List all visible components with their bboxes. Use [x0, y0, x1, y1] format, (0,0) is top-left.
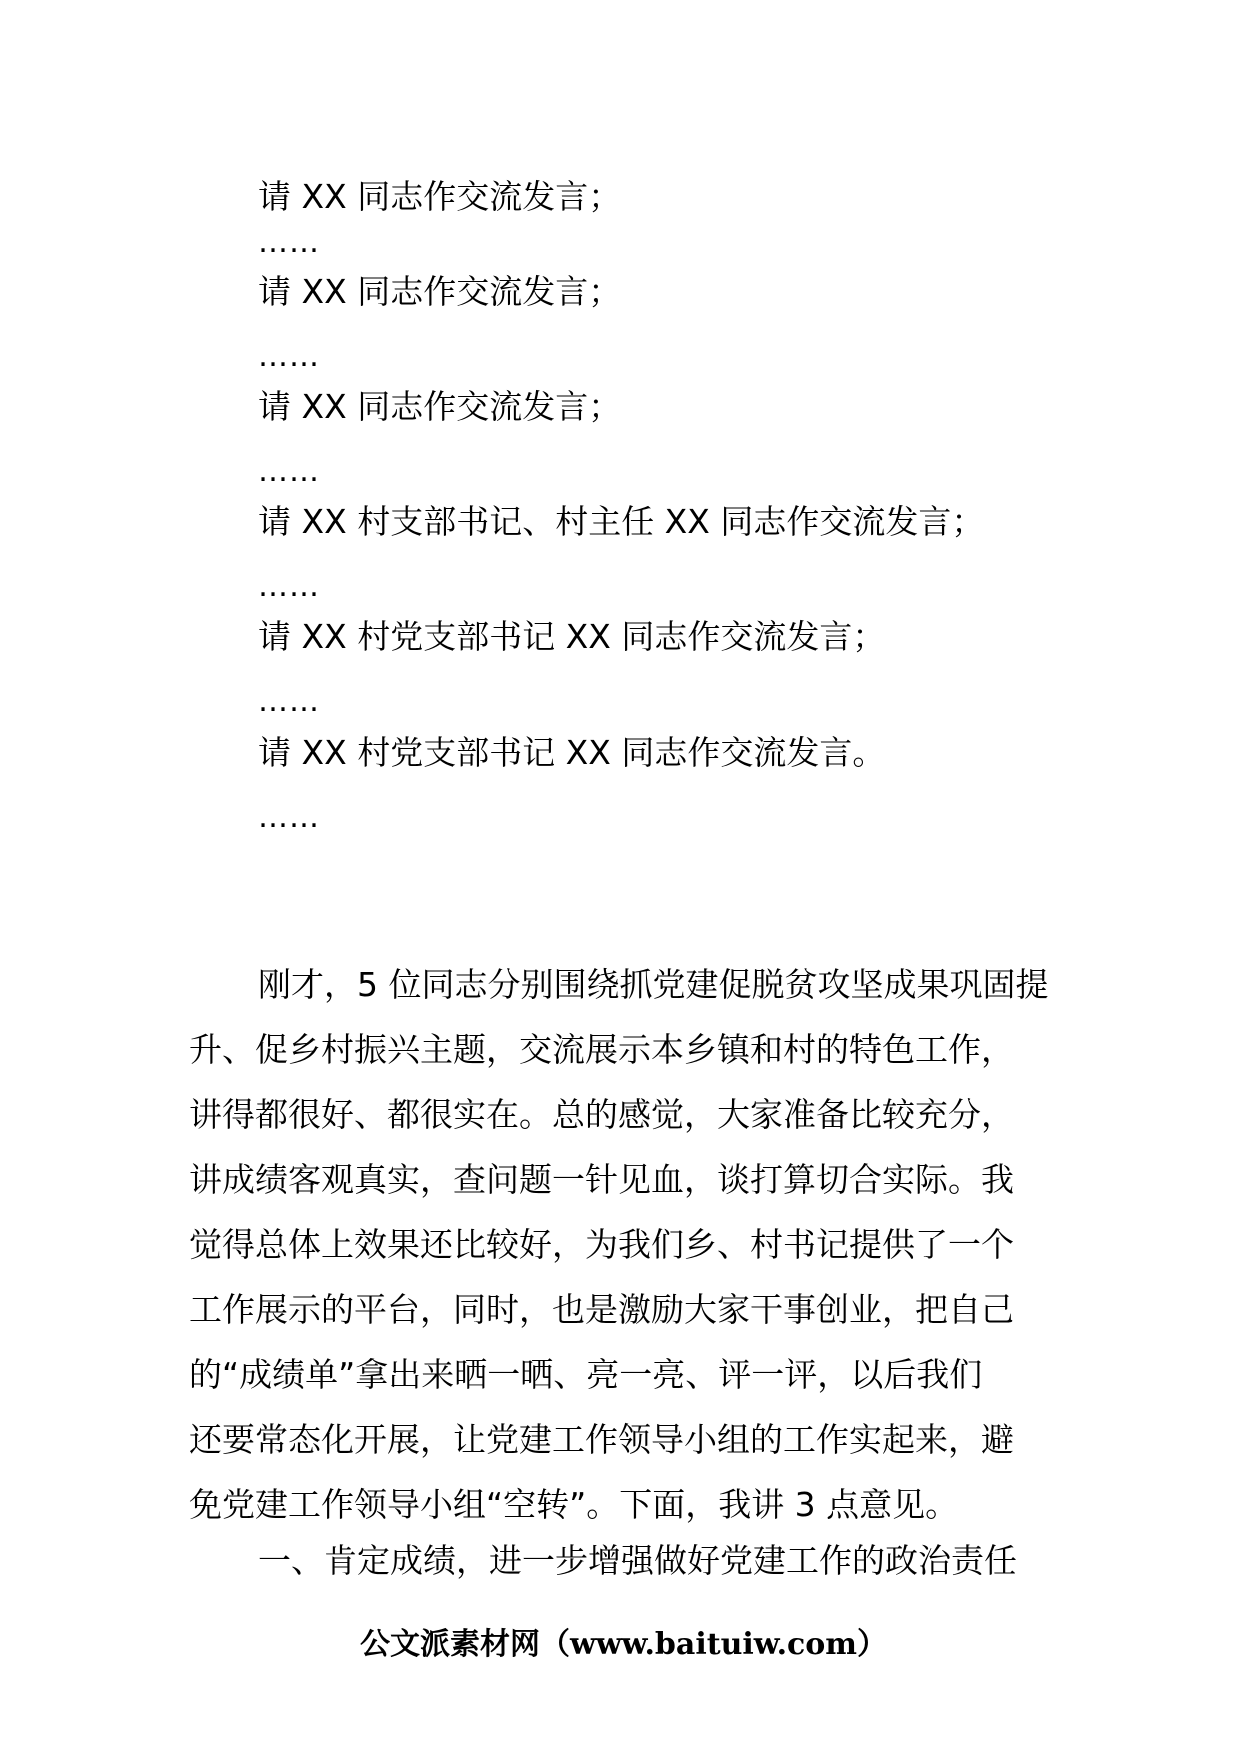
paragraph-line: 升、促乡村振兴主题，交流展示本乡镇和村的特色工作， [189, 1030, 1014, 1069]
ellipsis: …… [258, 800, 320, 835]
ellipsis: …… [258, 569, 320, 604]
paragraph-line: 还要常态化开展，让党建工作领导小组的工作实起来，避 [189, 1420, 1014, 1459]
agenda-line: 请 XX 村支部书记、村主任 XX 同志作交流发言； [258, 502, 985, 541]
ellipsis: …… [258, 684, 320, 719]
paragraph-line: 讲成绩客观真实，查问题一针见血，谈打算切合实际。我 [189, 1160, 1014, 1199]
agenda-line: 请 XX 村党支部书记 XX 同志作交流发言。 [258, 733, 886, 772]
ellipsis: …… [258, 454, 320, 489]
paragraph-line: 讲得都很好、都很实在。总的感觉，大家准备比较充分， [189, 1095, 1014, 1134]
body-paragraph [189, 952, 1061, 1537]
section-heading: 一、肯定成绩，进一步增强做好党建工作的政治责任 [258, 1541, 1017, 1580]
paragraph-line: 刚才，5 位同志分别围绕抓党建促脱贫攻坚成果巩固提 [258, 965, 1049, 1004]
footer-watermark: 公文派素材网（www.baituiw.com） [360, 1627, 888, 1662]
agenda-line: 请 XX 同志作交流发言； [258, 387, 622, 426]
paragraph-line: 的“成绩单”拿出来晒一晒、亮一亮、评一评，以后我们 [189, 1355, 983, 1394]
paragraph-line: 觉得总体上效果还比较好，为我们乡、村书记提供了一个 [189, 1225, 1014, 1264]
agenda-line: 请 XX 同志作交流发言； [258, 177, 622, 216]
agenda-line: 请 XX 村党支部书记 XX 同志作交流发言； [258, 617, 886, 656]
agenda-line: 请 XX 同志作交流发言； [258, 272, 622, 311]
paragraph-line: 工作展示的平台，同时，也是激励大家干事创业，把自己 [189, 1290, 1014, 1329]
ellipsis: …… [258, 339, 320, 374]
ellipsis: …… [258, 225, 320, 260]
paragraph-line: 免党建工作领导小组“空转”。下面，我讲 3 点意见。 [189, 1485, 959, 1524]
